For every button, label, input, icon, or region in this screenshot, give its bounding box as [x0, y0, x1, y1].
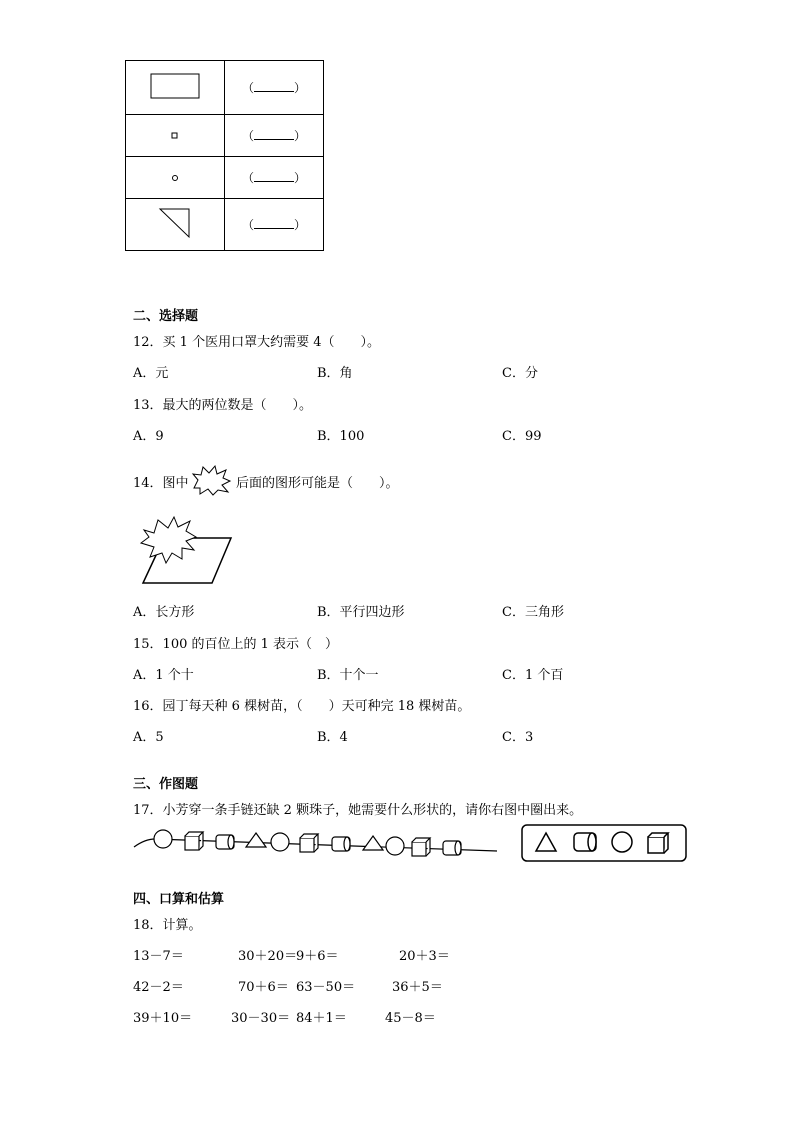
cylinder-bead-icon — [216, 835, 234, 849]
answer-cell[interactable] — [225, 115, 324, 157]
option-c[interactable]: C．三角形 — [502, 605, 564, 620]
answer-close: ） — [294, 129, 307, 143]
calc-item[interactable]: 9＋6＝ — [296, 949, 339, 964]
question-stem: 13．最大的两位数是（ ）。 — [133, 398, 313, 413]
section-heading: 三、作图题 — [133, 777, 199, 792]
small-circle-shape-icon — [171, 174, 179, 182]
option-c[interactable]: C．分 — [502, 366, 538, 381]
answer-blank[interactable] — [254, 216, 294, 229]
option-a[interactable]: A．元 — [133, 366, 169, 381]
cylinder-bead-icon — [443, 841, 461, 855]
shape-cell — [126, 61, 225, 115]
shape-cell — [126, 199, 225, 251]
option-c[interactable]: C．1 个百 — [502, 668, 564, 683]
circle-bead-icon — [386, 837, 404, 855]
option-b[interactable]: B．角 — [317, 366, 353, 381]
shape-table — [125, 60, 324, 251]
triangle-bead-icon — [246, 833, 266, 847]
question-stem-before: 14．图中 — [133, 476, 189, 491]
bracelet-beads-figure — [133, 825, 503, 865]
circle-bead-icon — [271, 833, 289, 851]
calc-item[interactable]: 30＋20＝ — [238, 949, 298, 964]
answer-blank[interactable] — [254, 79, 294, 92]
option-a[interactable]: A．长方形 — [133, 605, 195, 620]
option-b[interactable]: B．平行四边形 — [317, 605, 405, 620]
cube-bead-icon — [412, 838, 430, 856]
table-row — [126, 157, 324, 199]
calc-item[interactable]: 39＋10＝ — [133, 1011, 193, 1026]
option-a[interactable]: A．5 — [133, 730, 164, 745]
answer-open: （ — [241, 171, 254, 185]
answer-blank[interactable] — [254, 169, 294, 182]
question-stem: 18．计算。 — [133, 918, 202, 933]
answer-close: ） — [294, 171, 307, 185]
question-stem-after: 后面的图形可能是（ ）。 — [236, 476, 399, 491]
calc-item[interactable]: 30－30＝ — [231, 1011, 291, 1026]
cylinder-bead-icon — [332, 837, 350, 851]
table-row — [126, 115, 324, 157]
calc-item[interactable]: 42－2＝ — [133, 980, 184, 995]
small-square-shape-icon — [171, 132, 179, 140]
question-stem: 16．园丁每天种 6 棵树苗，（ ）天可种完 18 棵树苗。 — [133, 699, 471, 714]
answer-open: （ — [241, 81, 254, 95]
option-b[interactable]: B．十个一 — [317, 668, 379, 683]
option-a[interactable]: A．1 个十 — [133, 668, 194, 683]
option-c[interactable]: C．99 — [502, 429, 542, 444]
starburst-icon — [191, 466, 231, 494]
option-b[interactable]: B．100 — [317, 429, 365, 444]
answer-close: ） — [294, 218, 307, 232]
parallelogram-with-starburst-icon — [140, 517, 240, 589]
triangle-shape-icon — [158, 207, 192, 239]
answer-cell[interactable] — [225, 157, 324, 199]
shape-cell — [126, 157, 225, 199]
cylinder-choice-icon[interactable] — [574, 833, 596, 851]
rectangle-shape-icon — [150, 73, 200, 99]
answer-cell[interactable] — [225, 199, 324, 251]
calc-item[interactable]: 13－7＝ — [133, 949, 184, 964]
question-stem: 12．买 1 个医用口罩大约需要 4（ ）。 — [133, 335, 380, 350]
answer-open: （ — [241, 129, 254, 143]
option-b[interactable]: B．4 — [317, 730, 348, 745]
calc-item[interactable]: 63－50＝ — [296, 980, 356, 995]
question-stem: 15．100 的百位上的 1 表示（ ） — [133, 637, 339, 652]
answer-cell[interactable] — [225, 61, 324, 115]
calc-item[interactable]: 20＋3＝ — [399, 949, 450, 964]
circle-bead-icon — [154, 830, 172, 848]
calc-item[interactable]: 45－8＝ — [385, 1011, 436, 1026]
question-stem: 17．小芳穿一条手链还缺 2 颗珠子，她需要什么形状的，请你右图中圈出来。 — [133, 803, 583, 818]
answer-blank[interactable] — [254, 127, 294, 140]
calc-item[interactable]: 84＋1＝ — [296, 1011, 347, 1026]
triangle-bead-icon — [363, 836, 383, 850]
answer-open: （ — [241, 218, 254, 232]
bead-choices-box — [521, 824, 687, 862]
option-c[interactable]: C．3 — [502, 730, 534, 745]
section-heading: 四、口算和估算 — [133, 892, 225, 907]
calc-item[interactable]: 70＋6＝ — [238, 980, 289, 995]
option-a[interactable]: A．9 — [133, 429, 164, 444]
shape-cell — [126, 115, 225, 157]
circle-choice-icon[interactable] — [612, 832, 632, 852]
calc-item[interactable]: 36＋5＝ — [392, 980, 443, 995]
cube-bead-icon — [300, 834, 318, 852]
table-row — [126, 61, 324, 115]
section-heading: 二、选择题 — [133, 309, 199, 324]
answer-close: ） — [294, 81, 307, 95]
table-row — [126, 199, 324, 251]
